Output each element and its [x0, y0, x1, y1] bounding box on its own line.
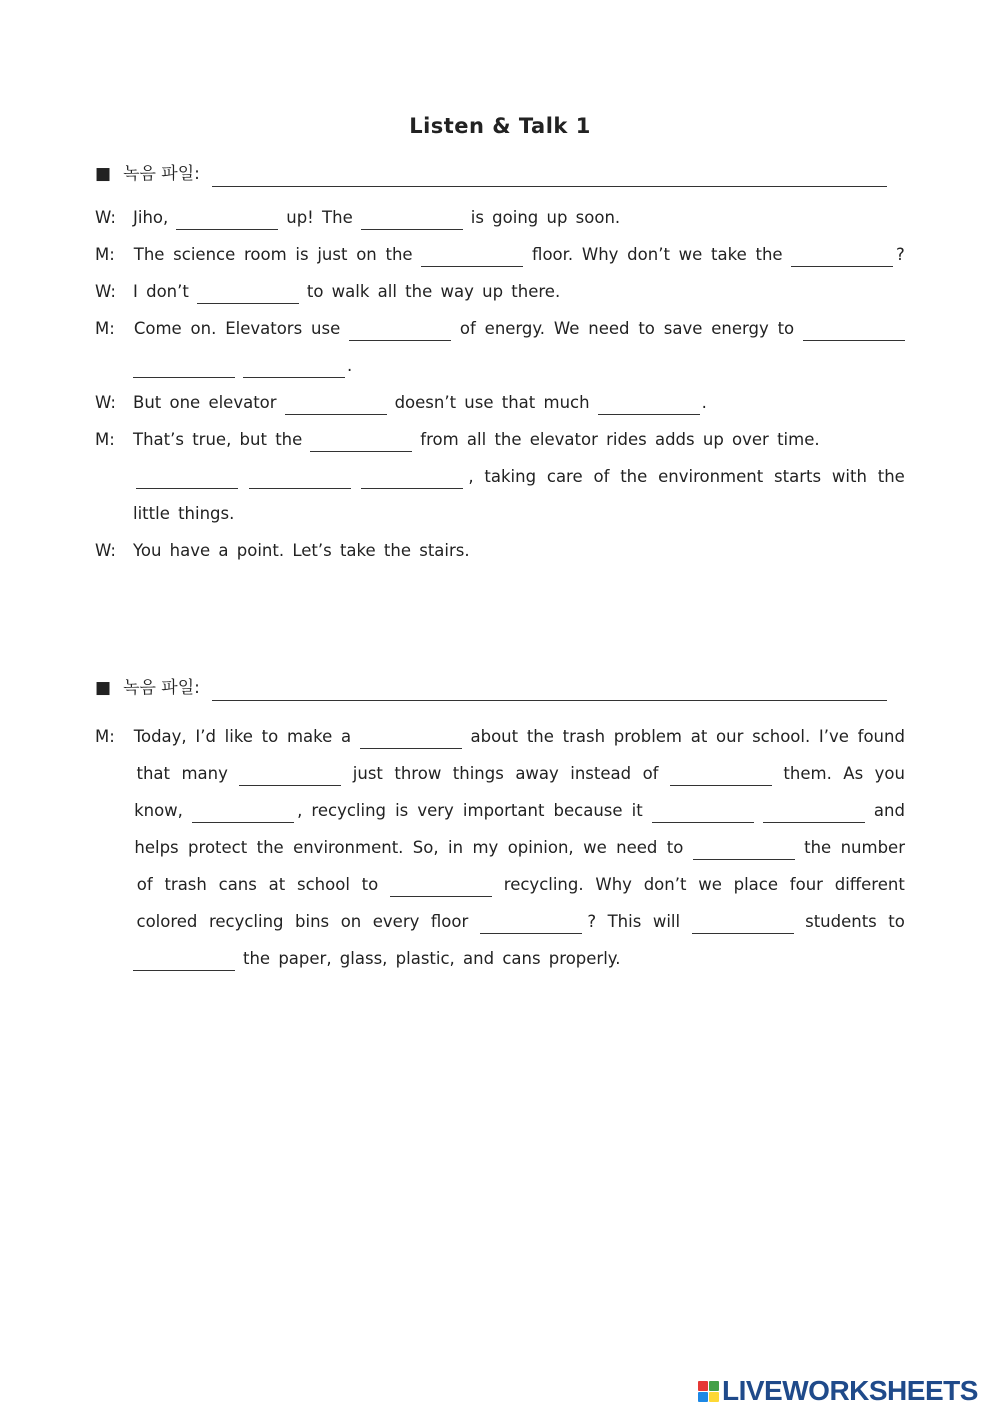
liveworksheets-watermark: [698, 1374, 978, 1408]
answer-blank-input[interactable]: [361, 468, 463, 489]
recording-file-input-2[interactable]: [212, 676, 887, 701]
dialogue-word: school.: [752, 727, 811, 746]
dialogue-word: environment.: [293, 838, 404, 857]
liveworksheets-logo-icon: [698, 1381, 719, 1402]
dialogue-word: we: [698, 875, 722, 894]
dialogue-word: every: [372, 912, 420, 931]
dialogue-text: to walk all the way up there.: [306, 282, 561, 301]
dialogue-word: about: [470, 727, 519, 746]
dialogue-word: We: [553, 319, 580, 338]
dialogue-word: in: [448, 838, 464, 857]
answer-blank-input[interactable]: [421, 246, 523, 267]
dialogue-word: very: [417, 801, 454, 820]
dialogue-line: [95, 310, 905, 347]
dialogue-word: students: [805, 912, 877, 931]
dialogue-word: care: [546, 467, 583, 486]
speaker-label: M:: [95, 319, 115, 338]
dialogue-word: taking: [484, 467, 537, 486]
speaker-label: W:: [95, 208, 116, 227]
answer-blank-input[interactable]: [693, 839, 795, 860]
dialogue-line: [95, 755, 905, 792]
dialogue-word: opinion,: [507, 838, 574, 857]
dialogue-word: Today,: [133, 727, 187, 746]
dialogue-1: [95, 199, 905, 569]
square-bullet-icon: ■: [95, 164, 112, 184]
dialogue-word: colored: [136, 912, 198, 931]
answer-blank-input[interactable]: [803, 320, 905, 341]
dialogue-word: environment: [658, 467, 764, 486]
dialogue-word: So,: [412, 838, 439, 857]
dialogue-word: bins: [295, 912, 330, 931]
dialogue-word: the: [804, 838, 832, 857]
dialogue-text: But one elevator: [133, 393, 277, 412]
dialogue-word: cans: [218, 875, 257, 894]
dialogue-word: school: [297, 875, 350, 894]
dialogue-word: to: [261, 727, 279, 746]
recording-file-row-2: [95, 671, 887, 701]
dialogue-text: Jiho,: [133, 208, 169, 227]
dialogue-word: problem: [613, 727, 683, 746]
dialogue-word: we: [678, 245, 703, 264]
dialogue-word: at: [690, 727, 708, 746]
dialogue-word: of: [642, 764, 659, 783]
dialogue-word: trash: [562, 727, 606, 746]
speaker-label: W:: [95, 393, 116, 412]
dialogue-word: many: [181, 764, 228, 783]
dialogue-word: to: [666, 838, 684, 857]
dialogue-word: protect: [188, 838, 248, 857]
dialogue-word: the: [755, 245, 783, 264]
dialogue-word: recycling: [208, 912, 284, 931]
dialogue-line: [95, 458, 905, 495]
dialogue-word: my: [472, 838, 499, 857]
answer-blank-input[interactable]: [390, 876, 492, 897]
recording-file-input-1[interactable]: [212, 162, 887, 187]
dialogue-line: [95, 347, 905, 384]
dialogue-line: [95, 273, 905, 310]
dialogue-line: [95, 495, 905, 532]
watermark-text: LIVEWORKSHEETS: [722, 1375, 978, 1406]
dialogue-text: .: [701, 393, 707, 412]
answer-blank-input[interactable]: [763, 802, 865, 823]
dialogue-line: [95, 421, 905, 458]
dialogue-word: ?: [896, 245, 905, 264]
dialogue-word: need: [588, 319, 630, 338]
dialogue-line: [95, 792, 905, 829]
dialogue-word: Why: [581, 245, 619, 264]
dialogue-word: on: [340, 912, 362, 931]
dialogue-word: number: [840, 838, 905, 857]
answer-blank-input[interactable]: [791, 246, 893, 267]
answer-blank-input[interactable]: [361, 209, 463, 230]
dialogue-word: the: [877, 467, 905, 486]
dialogue-word: to: [361, 875, 379, 894]
speaker-label: M:: [95, 430, 115, 449]
dialogue-word: just: [317, 245, 348, 264]
dialogue-word: and: [873, 801, 905, 820]
dialogue-word: just: [352, 764, 383, 783]
dialogue-word: the: [256, 838, 284, 857]
recording-file-label: 녹음 파일:: [123, 678, 200, 698]
dialogue-word: the: [526, 727, 554, 746]
dialogue-word: on: [356, 245, 377, 264]
dialogue-word: recycling: [311, 801, 387, 820]
dialogue-word: Why: [595, 875, 632, 894]
dialogue-word: away: [515, 764, 559, 783]
dialogue-word: of: [136, 875, 153, 894]
dialogue-word: Come: [133, 319, 182, 338]
dialogue-word: to: [777, 319, 795, 338]
answer-blank-input[interactable]: [192, 802, 294, 823]
answer-blank-input[interactable]: [133, 357, 235, 378]
dialogue-word: save: [663, 319, 703, 338]
dialogue-word: different: [834, 875, 905, 894]
dialogue-word: instead: [570, 764, 632, 783]
dialogue-word: of: [593, 467, 610, 486]
dialogue-word: don’t: [643, 875, 687, 894]
dialogue-word: energy: [711, 319, 769, 338]
dialogue-word: recycling.: [503, 875, 584, 894]
dialogue-word: the: [620, 467, 648, 486]
answer-blank-input[interactable]: [133, 950, 235, 971]
answer-blank-input[interactable]: [598, 394, 700, 415]
dialogue-word: of: [459, 319, 476, 338]
speaker-label: W:: [95, 282, 116, 301]
answer-blank-input[interactable]: [249, 468, 351, 489]
dialogue-word: know,: [134, 801, 183, 820]
dialogue-word: This: [607, 912, 642, 931]
dialogue-word: ,: [297, 801, 303, 820]
dialogue-text: I don’t: [133, 282, 189, 301]
dialogue-word: use: [311, 319, 341, 338]
dialogue-text: from all the elevator rides adds up over time.: [420, 430, 820, 449]
dialogue-word: with: [831, 467, 867, 486]
dialogue-word: floor: [430, 912, 469, 931]
dialogue-word: room: [244, 245, 287, 264]
dialogue-word: like: [224, 727, 253, 746]
dialogue-word: science: [173, 245, 236, 264]
dialogue-text: That’s true, but the: [133, 430, 303, 449]
dialogue-2: [95, 718, 905, 977]
dialogue-word: I’ve: [818, 727, 849, 746]
dialogue-line: [95, 718, 905, 755]
dialogue-line: [95, 384, 905, 421]
dialogue-line: [95, 199, 905, 236]
dialogue-word: a: [340, 727, 352, 746]
dialogue-word: floor.: [532, 245, 574, 264]
square-bullet-icon: ■: [95, 678, 112, 698]
dialogue-word: we: [583, 838, 607, 857]
dialogue-word: Elevators: [225, 319, 303, 338]
answer-blank-input[interactable]: [176, 209, 278, 230]
dialogue-text: up! The: [286, 208, 353, 227]
answer-blank-input[interactable]: [692, 913, 794, 934]
dialogue-line: [95, 903, 905, 940]
answer-blank-input[interactable]: [360, 728, 462, 749]
dialogue-word: our: [716, 727, 744, 746]
dialogue-line: [95, 236, 905, 273]
answer-blank-input[interactable]: [310, 431, 412, 452]
dialogue-word: As: [843, 764, 864, 783]
dialogue-text: little things.: [133, 504, 235, 523]
dialogue-word: don’t: [627, 245, 670, 264]
answer-blank-input[interactable]: [239, 765, 341, 786]
answer-blank-input[interactable]: [349, 320, 451, 341]
dialogue-word: ?: [587, 912, 597, 931]
dialogue-line: [95, 532, 905, 569]
dialogue-text: doesn’t use that much: [394, 393, 590, 412]
dialogue-word: because: [553, 801, 623, 820]
dialogue-word: make: [286, 727, 333, 746]
dialogue-word: trash: [164, 875, 207, 894]
recording-file-row-1: [95, 157, 887, 187]
answer-blank-input[interactable]: [197, 283, 299, 304]
dialogue-word: four: [789, 875, 823, 894]
dialogue-text: .: [347, 356, 353, 375]
speaker-label: W:: [95, 541, 116, 560]
speaker-label: M:: [95, 727, 115, 746]
dialogue-word: important: [462, 801, 545, 820]
answer-blank-input[interactable]: [670, 765, 772, 786]
dialogue-line: [95, 940, 905, 977]
dialogue-word: throw: [394, 764, 442, 783]
dialogue-word: to: [888, 912, 905, 931]
dialogue-word: that: [136, 764, 170, 783]
answer-blank-input[interactable]: [480, 913, 582, 934]
dialogue-word: need: [616, 838, 658, 857]
dialogue-word: energy.: [484, 319, 546, 338]
dialogue-word: them.: [783, 764, 832, 783]
dialogue-word: is: [395, 801, 409, 820]
answer-blank-input[interactable]: [285, 394, 387, 415]
recording-file-label: 녹음 파일:: [123, 164, 200, 184]
dialogue-word: The: [133, 245, 165, 264]
dialogue-word: on.: [190, 319, 217, 338]
dialogue-word: will: [652, 912, 681, 931]
answer-blank-input[interactable]: [243, 357, 345, 378]
dialogue-text: is going up soon.: [470, 208, 621, 227]
dialogue-line: [95, 866, 905, 903]
dialogue-word: found: [857, 727, 905, 746]
dialogue-word: place: [733, 875, 779, 894]
dialogue-word: the: [385, 245, 413, 264]
dialogue-word: it: [631, 801, 643, 820]
dialogue-word: to: [638, 319, 655, 338]
dialogue-line: [95, 829, 905, 866]
dialogue-word: at: [268, 875, 286, 894]
dialogue-word: helps: [134, 838, 179, 857]
dialogue-word: ,: [468, 467, 474, 486]
page-title: Listen & Talk 1: [409, 114, 591, 138]
dialogue-word: I’d: [195, 727, 216, 746]
dialogue-text: the paper, glass, plastic, and cans properly.: [243, 949, 621, 968]
dialogue-word: things: [452, 764, 504, 783]
dialogue-word: take: [711, 245, 747, 264]
dialogue-word: starts: [774, 467, 822, 486]
answer-blank-input[interactable]: [136, 468, 238, 489]
speaker-label: M:: [95, 245, 115, 264]
dialogue-word: you: [874, 764, 905, 783]
answer-blank-input[interactable]: [652, 802, 754, 823]
dialogue-text: You have a point. Let’s take the stairs.: [133, 541, 470, 560]
dialogue-word: is: [295, 245, 309, 264]
